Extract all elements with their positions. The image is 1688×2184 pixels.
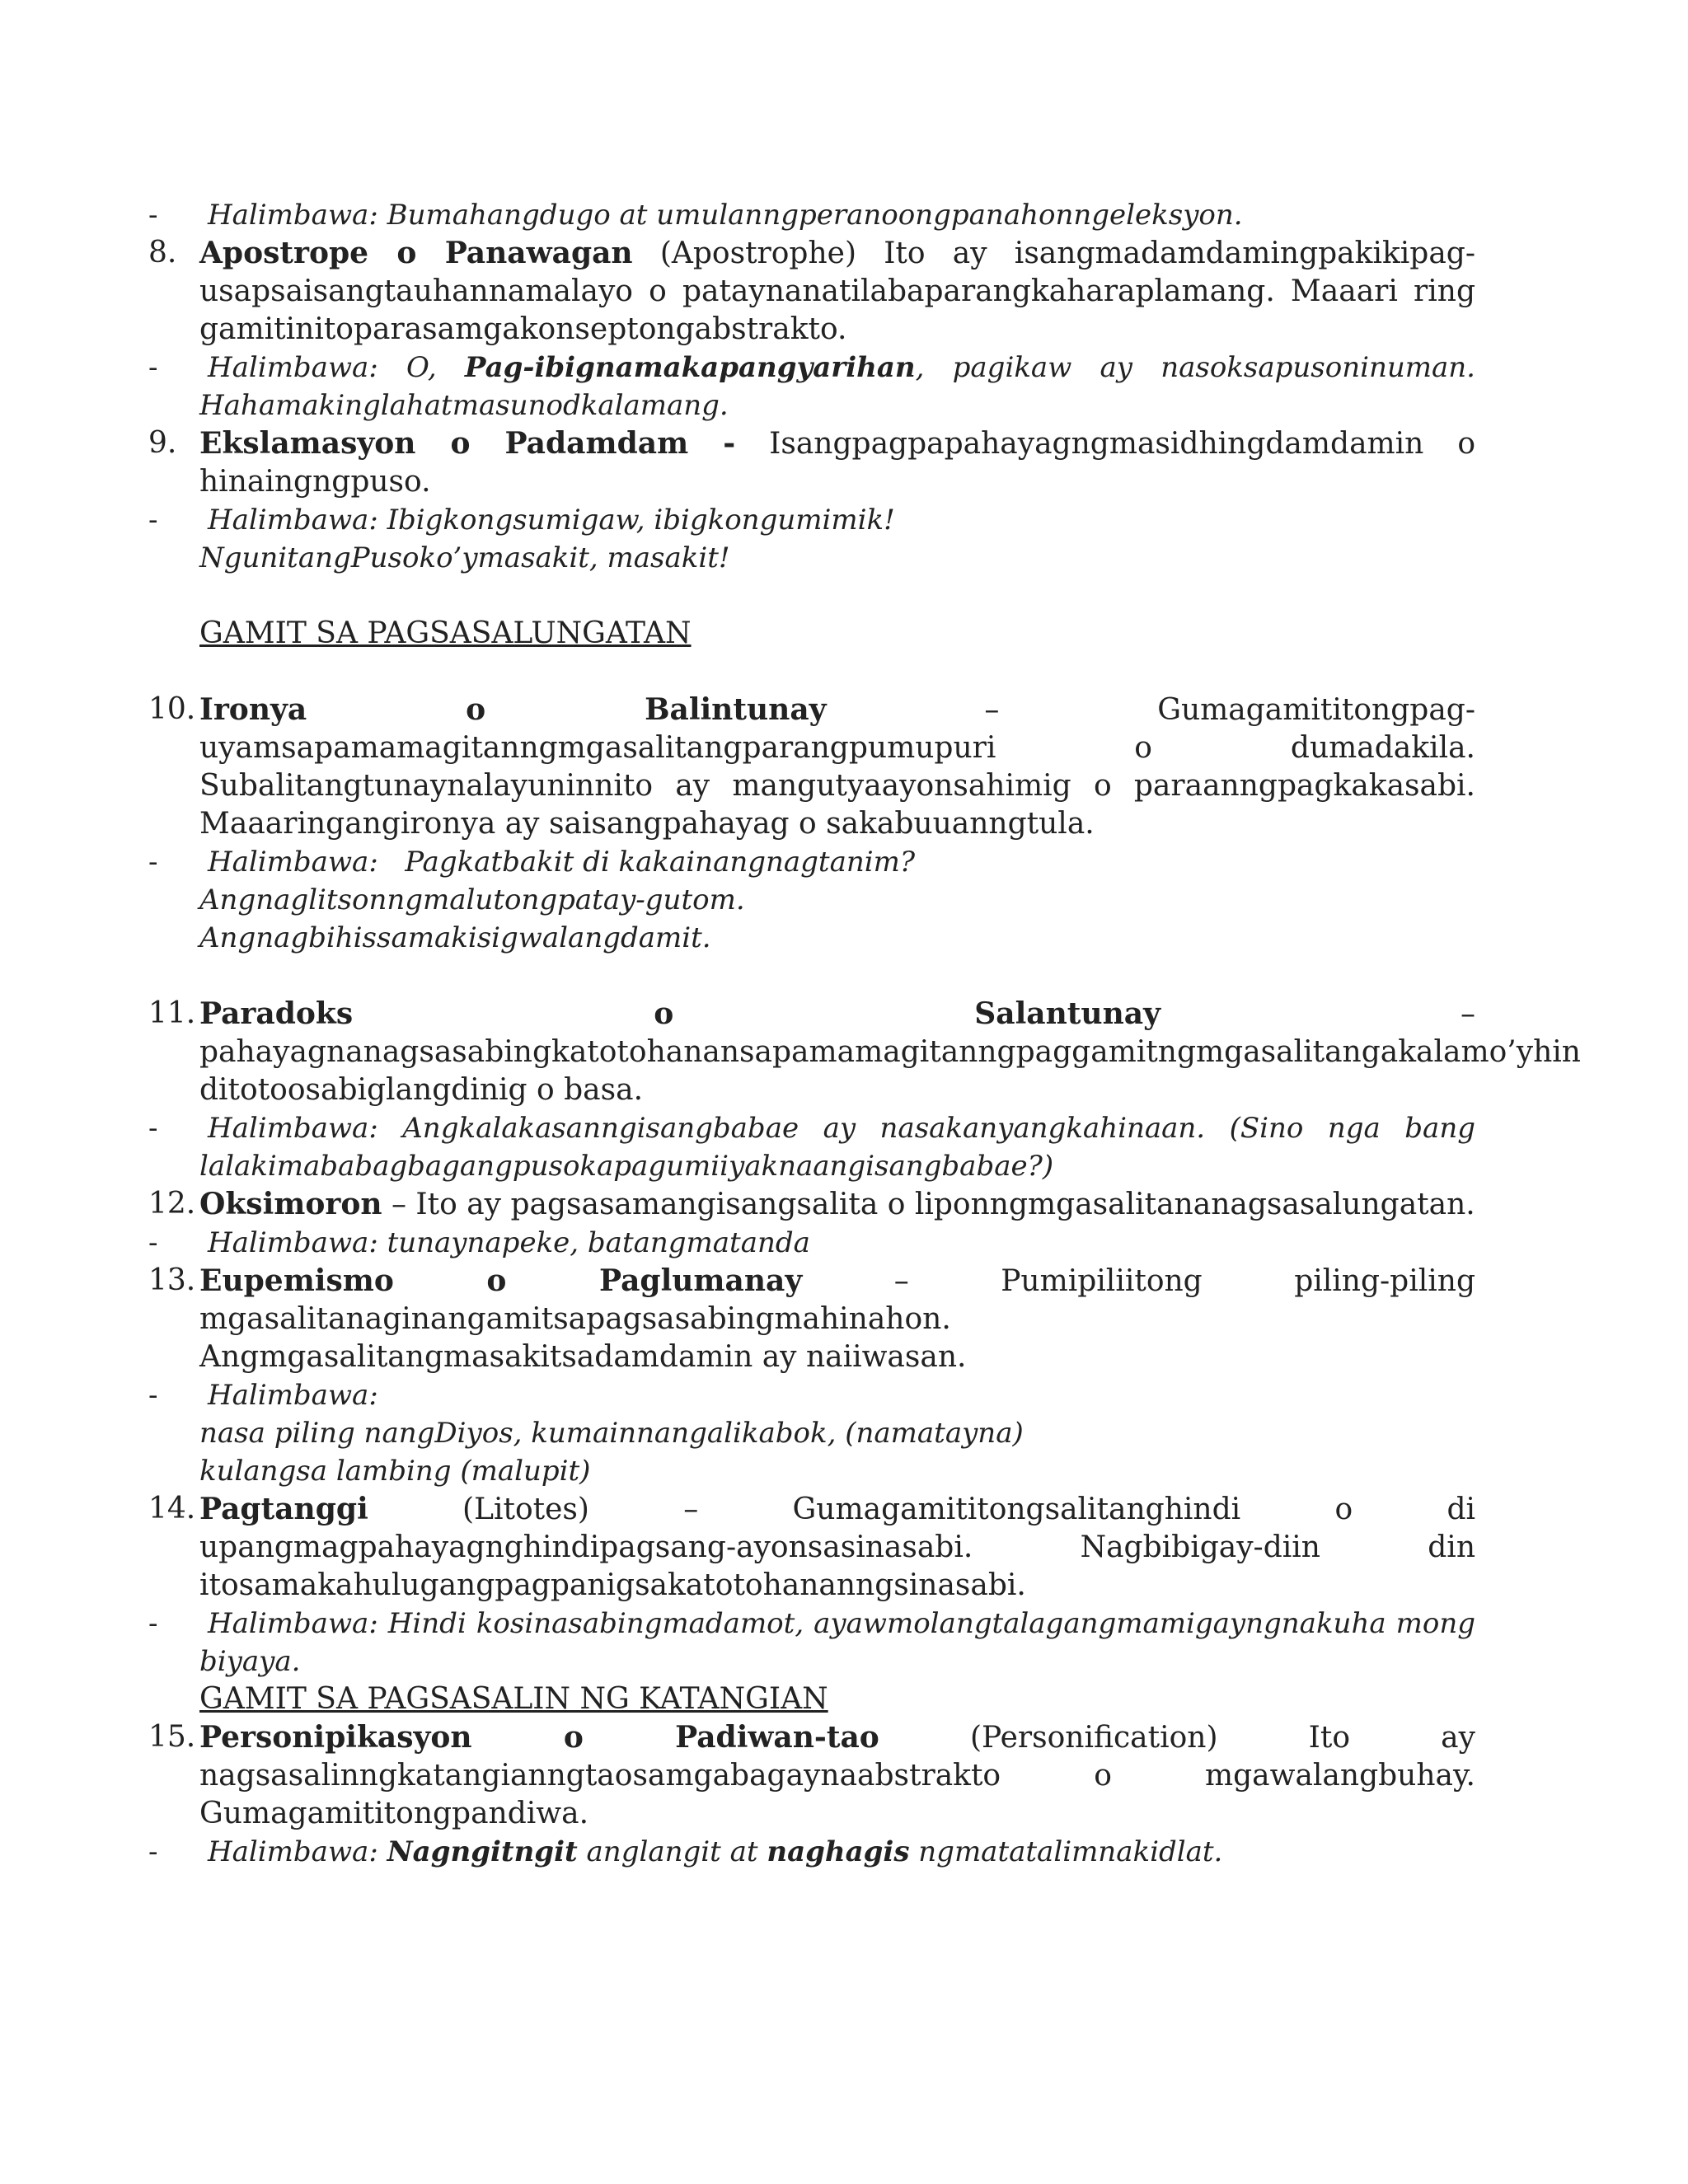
item-number: 15. xyxy=(148,1720,196,1754)
example-7 xyxy=(148,196,1475,234)
item-description: (Litotes) – Gumagamititongsalitanghindi o di upangmagpahayagnghindipagsang-ayonsasinasabi. Nagbibigay-diin din itosamakahulugangpagpanigsakatotohananngsinasabi. xyxy=(199,1493,1475,1602)
example-text: Halimbawa: Angkalakasanngisangbabae ay nasakanyangkahinaan. (Sino nga bang lalakimababagbagangpusokapagumiiyaknaangisangbabae?) xyxy=(199,1112,1475,1183)
dash-marker: - xyxy=(148,199,158,232)
example-8 xyxy=(148,349,1475,424)
example-14 xyxy=(148,1605,1475,1680)
item-term: Eupemismo o Paglumanay xyxy=(199,1263,803,1298)
example-line: Halimbawa: xyxy=(208,1379,378,1412)
example-9 xyxy=(148,501,1475,577)
item-number: 13. xyxy=(148,1263,196,1297)
example-text: Halimbawa: Hindi kosinasabingmadamot, ayawmolangtalagangmamigayngnakuha mong biyaya. xyxy=(199,1607,1475,1678)
item-number: 14. xyxy=(148,1492,196,1526)
example-text: Halimbawa: Bumahangdugo at umulanngperanoongpanahonngeleksyon. xyxy=(208,199,1243,232)
example-text: Halimbawa: O, xyxy=(208,351,465,384)
example-text: Halimbawa: tunaynapeke, batangmatanda xyxy=(208,1226,810,1259)
item-number: 9. xyxy=(148,426,177,460)
item-description: – Pumipiliitong piling-piling mgasalitanaginangamitsapagsasabingmahinahon. Angmgasalitangmasakitsadamdamin ay naiiwasan. xyxy=(199,1264,1475,1374)
example-11 xyxy=(148,1109,1475,1185)
item-9 xyxy=(148,424,1475,501)
example-10 xyxy=(148,843,1475,957)
example-bold: naghagis xyxy=(767,1835,910,1868)
item-number: 10. xyxy=(148,692,196,726)
dash-marker: - xyxy=(148,1112,158,1145)
item-term: Personipikasyon o Padiwan-tao xyxy=(199,1720,879,1755)
example-15 xyxy=(148,1833,1475,1871)
item-number: 8. xyxy=(148,236,177,269)
item-12 xyxy=(148,1185,1475,1224)
dash-marker: - xyxy=(148,1379,158,1412)
item-description: – Gumagamititongpag-uyamsapamamagitanngmgasalitangparangpumupuri o dumadakila. Subalitangtunaynalayuninnito ay mangutyaayonsahimig o paraanngpagkakasabi. Maaaringangironya ay saisangpahayag o sakabuuanngtula. xyxy=(199,693,1475,841)
dash-marker: - xyxy=(148,846,158,879)
section-heading: GAMIT SA PAGSASALUNGATAN xyxy=(199,616,692,650)
dash-marker: - xyxy=(148,1835,158,1868)
example-line: nasa piling nangDiyos, kumainnangalikabok, (namatayna) xyxy=(199,1417,1024,1450)
document-page xyxy=(148,196,1581,1871)
example-13 xyxy=(148,1376,1475,1490)
example-bold: Pag-ibignamakapangyarihan xyxy=(464,351,916,384)
example-text-rest: , pagikaw ay nasoksapusoninuman. Hahamakinglahatmasunodkalamang. xyxy=(199,351,1475,422)
item-number: 12. xyxy=(148,1187,196,1221)
item-14 xyxy=(148,1490,1475,1605)
example-line: Halimbawa: Ibigkongsumigaw, ibigkongumimik! xyxy=(208,504,895,537)
item-10 xyxy=(148,691,1475,843)
item-description: Isangpagpapahayagngmasidhingdamdamin o hinaingngpuso. xyxy=(199,427,1476,499)
example-line: kulangsa lambing (malupit) xyxy=(199,1455,591,1488)
item-15 xyxy=(148,1718,1475,1833)
example-line: Angnaglitsonngmalutongpatay-gutom. xyxy=(199,883,745,916)
item-description: (Personification) Ito ay nagsasalinngkatangianngtaosamgabagaynaabstrakto o mgawalangbuhay. Gumagamititongpandiwa. xyxy=(199,1721,1475,1830)
item-term: Oksimoron xyxy=(199,1187,382,1221)
item-term: Paradoks o Salantunay xyxy=(199,996,1160,1031)
item-13 xyxy=(148,1262,1475,1376)
example-text: Halimbawa: xyxy=(208,1835,387,1868)
example-text-rest: ngmatatalimnakidlat. xyxy=(909,1835,1223,1868)
item-term: Pagtanggi xyxy=(199,1492,368,1526)
item-term: Ironya o Balintunay xyxy=(199,692,827,727)
dash-marker: - xyxy=(148,1607,158,1640)
item-number: 11. xyxy=(148,996,196,1030)
item-11 xyxy=(148,995,1581,1109)
example-text-mid: anglangit at xyxy=(577,1835,767,1868)
dash-marker: - xyxy=(148,1226,158,1259)
section-heading: GAMIT SA PAGSASALIN NG KATANGIAN xyxy=(199,1682,828,1716)
example-12 xyxy=(148,1224,1475,1262)
example-line: Angnagbihissamakisigwalangdamit. xyxy=(199,921,711,954)
example-line: Halimbawa: Pagkatbakit di kakainangnagtanim? xyxy=(208,846,916,879)
item-description: – Ito ay pagsasamangisangsalita o liponngmgasalitananagsasalungatan. xyxy=(382,1188,1475,1221)
dash-marker: - xyxy=(148,504,158,537)
item-term: Apostrope o Panawagan xyxy=(199,236,633,270)
item-description: (Apostrophe) Ito ay isangmadamdamingpakikipag-usapsaisangtauhannamalayo o pataynanatilabaparangkaharaplamang. Maaari ring gamitinitoparasamgakonseptongabstrakto. xyxy=(199,237,1475,346)
item-8 xyxy=(148,234,1475,349)
example-bold: Nagngitngit xyxy=(387,1835,578,1868)
item-description: – pahayagnanagsasabingkatotohanansapamamagitanngpaggamitngmgasalitangakalamo’yhin ditotoosabiglangdinig o basa. xyxy=(199,997,1581,1107)
item-term: Ekslamasyon o Padamdam - xyxy=(199,426,736,461)
dash-marker: - xyxy=(148,351,158,384)
example-line: NgunitangPusoko’ymasakit, masakit! xyxy=(199,541,730,574)
